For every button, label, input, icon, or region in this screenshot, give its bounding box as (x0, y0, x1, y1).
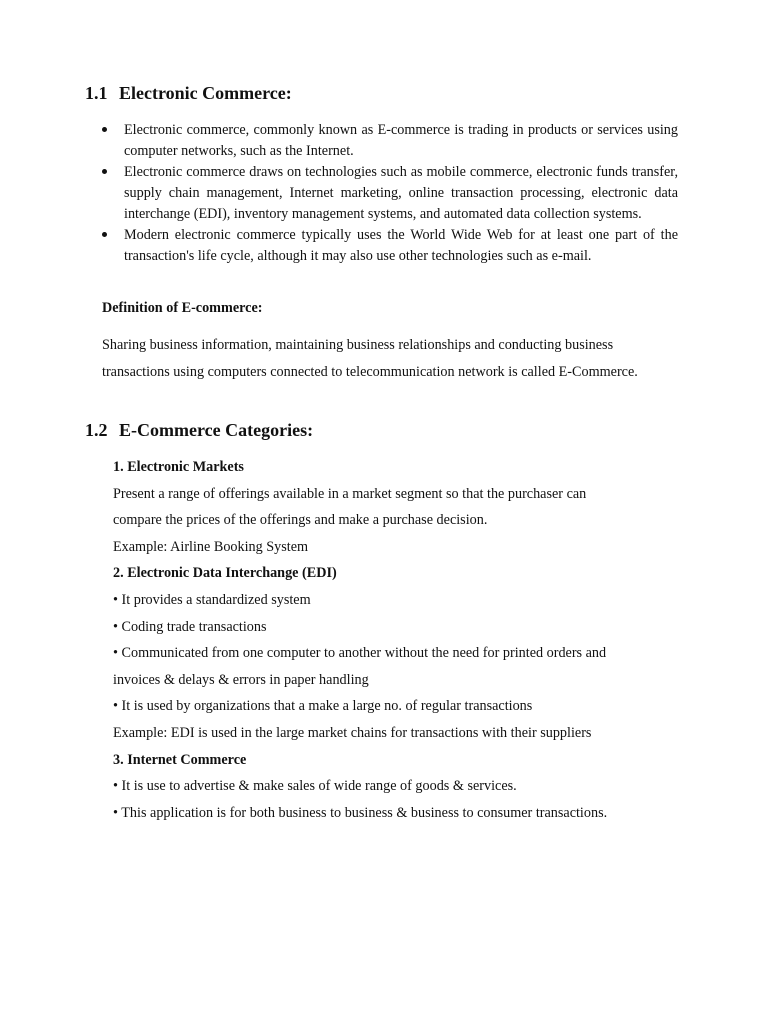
categories-block (113, 454, 713, 826)
category-title-edi: 2. Electronic Data Interchange (EDI) (113, 565, 337, 582)
section-title: E-Commerce Categories: (119, 420, 314, 440)
category-title-electronic-markets: 1. Electronic Markets (113, 459, 244, 475)
list-item (124, 162, 678, 225)
section-heading-electronic-commerce (85, 83, 292, 104)
list-item (124, 120, 678, 162)
definition-line: Sharing business information, maintaining business relationships and conducting business (102, 337, 614, 353)
body-line: Present a range of offerings available in a market segment so that the purchaser can (113, 485, 587, 502)
body-line: • Communicated from one computer to another without the need for printed orders and (113, 645, 607, 662)
bullet-icon (102, 232, 107, 237)
section-number: 1.2 (85, 420, 108, 440)
body-line: • Coding trade transactions (113, 618, 267, 635)
body-line: • It provides a standardized system (113, 591, 311, 608)
bullet-text: Modern electronic commerce typically uses the World Wide Web for at least one part of the transaction's life cycle, although it may also use other technologies such as e-mail. (124, 227, 678, 264)
bullet-icon (102, 169, 107, 174)
section-title: Electronic Commerce: (119, 83, 292, 103)
body-line: invoices & delays & errors in paper handling (113, 671, 369, 688)
bullet-text: Electronic commerce, commonly known as E-commerce is trading in products or services using computer networks, such as the Internet. (124, 122, 678, 159)
bullet-icon (102, 127, 107, 132)
section-heading-ecommerce-categories (85, 420, 313, 441)
bullet-text: Electronic commerce draws on technologies such as mobile commerce, electronic funds transfer, supply chain management, Internet marketing, online transaction processing, electronic data interchange (EDI), inventory management systems, and automated data collection systems. (124, 164, 678, 222)
body-line: • It is use to advertise & make sales of wide range of goods & services. (113, 778, 517, 795)
definition-line: transactions using computers connected to telecommunication network is called E-Commerce. (102, 364, 638, 380)
list-item (124, 225, 678, 267)
example-line: Example: Airline Booking System (113, 538, 309, 555)
body-line: • It is used by organizations that a make a large no. of regular transactions (113, 698, 533, 715)
body-line: compare the prices of the offerings and make a purchase decision. (113, 512, 488, 529)
bullet-list (124, 120, 678, 267)
definition-body (102, 332, 702, 386)
example-line: Example: EDI is used in the large market chains for transactions with their suppliers (113, 724, 592, 741)
category-title-internet-commerce: 3. Internet Commerce (113, 751, 247, 768)
section-number: 1.1 (85, 83, 108, 103)
definition-title: Definition of E-commerce: (102, 300, 263, 316)
body-line: • This application is for both business to business & business to consumer transactions. (113, 804, 608, 821)
